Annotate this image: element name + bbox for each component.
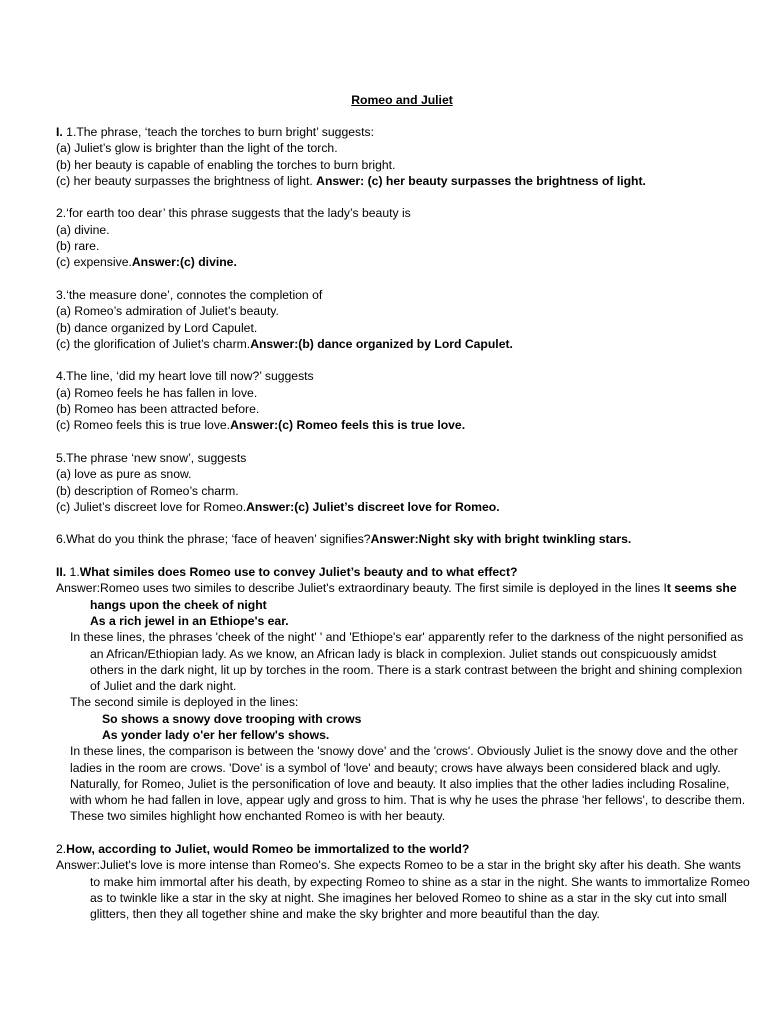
- question-2-1: II. 1.What similes does Romeo use to convey Juliet’s beauty and to what effect?: [56, 565, 518, 580]
- answer-line: Answer:Juliet's love is more intense than Romeo's. She expects Romeo to be a star in the bright sky after his death. She wants: [56, 858, 741, 873]
- answer: Answer:(c) Romeo feels this is true love.: [230, 418, 466, 433]
- answer-line: Answer:Romeo uses two similes to describe Juliet's extraordinary beauty. The first simile is deployed in the lines It seems she: [56, 581, 737, 596]
- option-a: (a) love as pure as snow.: [56, 467, 192, 482]
- question-1-3: 3.‘the measure done’, connotes the completion of: [56, 287, 323, 302]
- section-1-label: I.: [56, 125, 63, 139]
- option-a: (a) Romeo feels he has fallen in love.: [56, 385, 258, 400]
- answer: Answer:(c) divine.: [131, 255, 237, 270]
- question-1-5: 5.The phrase ‘new snow’, suggests: [56, 450, 247, 465]
- option-c: (c) expensive.Answer:(c) divine.: [56, 255, 237, 270]
- question-2-2: 2.How, according to Juliet, would Romeo be immortalized to the world?: [56, 842, 470, 857]
- paragraph-line: These two similes highlight how enchanted Romeo is with her beauty.: [70, 809, 446, 824]
- question-1-1: I. 1.The phrase, ‘teach the torches to burn bright’ suggests:: [56, 125, 374, 139]
- paragraph-line: Naturally, for Romeo, Juliet is the personification of love and beauty. It also implies that the other ladies including Rosaline,: [70, 776, 730, 791]
- section-2-label: II.: [56, 565, 67, 580]
- answer-line: to make him immortal after his death, by expecting Romeo to shine as a star in the night. She wants to immortalize Romeo: [90, 874, 750, 889]
- quote-line: So shows a snowy dove trooping with crows: [102, 711, 362, 726]
- paragraph-line: of Juliet and the dark night.: [90, 679, 237, 694]
- page-title: Romeo and Juliet: [351, 93, 453, 107]
- question-1-4: 4.The line, ‘did my heart love till now?’ suggests: [56, 369, 314, 384]
- answer: Answer:(b) dance organized by Lord Capulet.: [250, 336, 513, 351]
- option-b: (b) description of Romeo’s charm.: [56, 483, 239, 498]
- paragraph-line: The second simile is deployed in the lines:: [70, 695, 299, 710]
- paragraph-line: others in the dark night, lit up by torches in the room. There is a stark contrast between the bright and shining complexion: [90, 662, 743, 677]
- question-1-6: 6.What do you think the phrase; ‘face of heaven’ signifies?Answer:Night sky with bright twinkling stars.: [56, 532, 632, 547]
- quote-line: hangs upon the cheek of night: [90, 597, 267, 612]
- question-1-2: 2.‘for earth too dear’ this phrase suggests that the lady’s beauty is: [56, 206, 411, 221]
- paragraph-line: In these lines, the phrases 'cheek of the night' ' and 'Ethiope's ear' apparently refer to the darkness of the night personified as: [70, 630, 744, 645]
- option-a: (a) Romeo’s admiration of Juliet’s beauty.: [56, 304, 279, 319]
- answer-line: glitters, then they all together shine and make the sky brighter and more beautiful than the day.: [90, 907, 600, 922]
- document-page: [56, 92, 750, 923]
- option-a: (a) divine.: [56, 222, 110, 237]
- option-b: (b) dance organized by Lord Capulet.: [56, 320, 258, 335]
- quote-line: As yonder lady o'er her fellow's shows.: [102, 727, 330, 742]
- paragraph-line: ladies in the room are crows. 'Dove' is a symbol of 'love' and beauty; crows have always been considered black and ugly.: [70, 760, 721, 775]
- paragraph-line: In these lines, the comparison is between the 'snowy dove' and the 'crows'. Obviously Juliet is the snowy dove and the other: [70, 744, 738, 759]
- option-b: (b) her beauty is capable of enabling the torches to burn bright.: [56, 157, 396, 172]
- option-c: (c) Romeo feels this is true love.Answer:(c) Romeo feels this is true love.: [56, 418, 466, 433]
- answer: Answer: (c) her beauty surpasses the brightness of light.: [316, 173, 646, 188]
- option-a: (a) Juliet’s glow is brighter than the light of the torch.: [56, 141, 338, 156]
- option-c: (c) the glorification of Juliet’s charm.Answer:(b) dance organized by Lord Capulet.: [56, 336, 513, 351]
- option-c: (c) her beauty surpasses the brightness of light. Answer: (c) her beauty surpasses the brightness of light.: [56, 173, 646, 188]
- answer-line: as to twinkle like a star in the sky at night. She imagines her beloved Romeo to shine as a star in the sky cut into small: [90, 890, 727, 905]
- answer: Answer:(c) Juliet’s discreet love for Romeo.: [246, 499, 500, 514]
- option-c: (c) Juliet’s discreet love for Romeo.Answer:(c) Juliet’s discreet love for Romeo.: [56, 499, 500, 514]
- option-b: (b) rare.: [56, 239, 100, 254]
- paragraph-line: an African/Ethiopian lady. As we know, an African lady is black in complexion. Juliet stands out conspicuously amidst: [90, 646, 717, 661]
- answer: Answer:Night sky with bright twinkling stars.: [370, 532, 632, 547]
- paragraph-line: with whom he had fallen in love, appear ugly and gross to him. That is why he uses the phrase 'her fellows', to describe them.: [70, 793, 746, 808]
- option-b: (b) Romeo has been attracted before.: [56, 402, 260, 417]
- quote-line: As a rich jewel in an Ethiope's ear.: [90, 613, 289, 628]
